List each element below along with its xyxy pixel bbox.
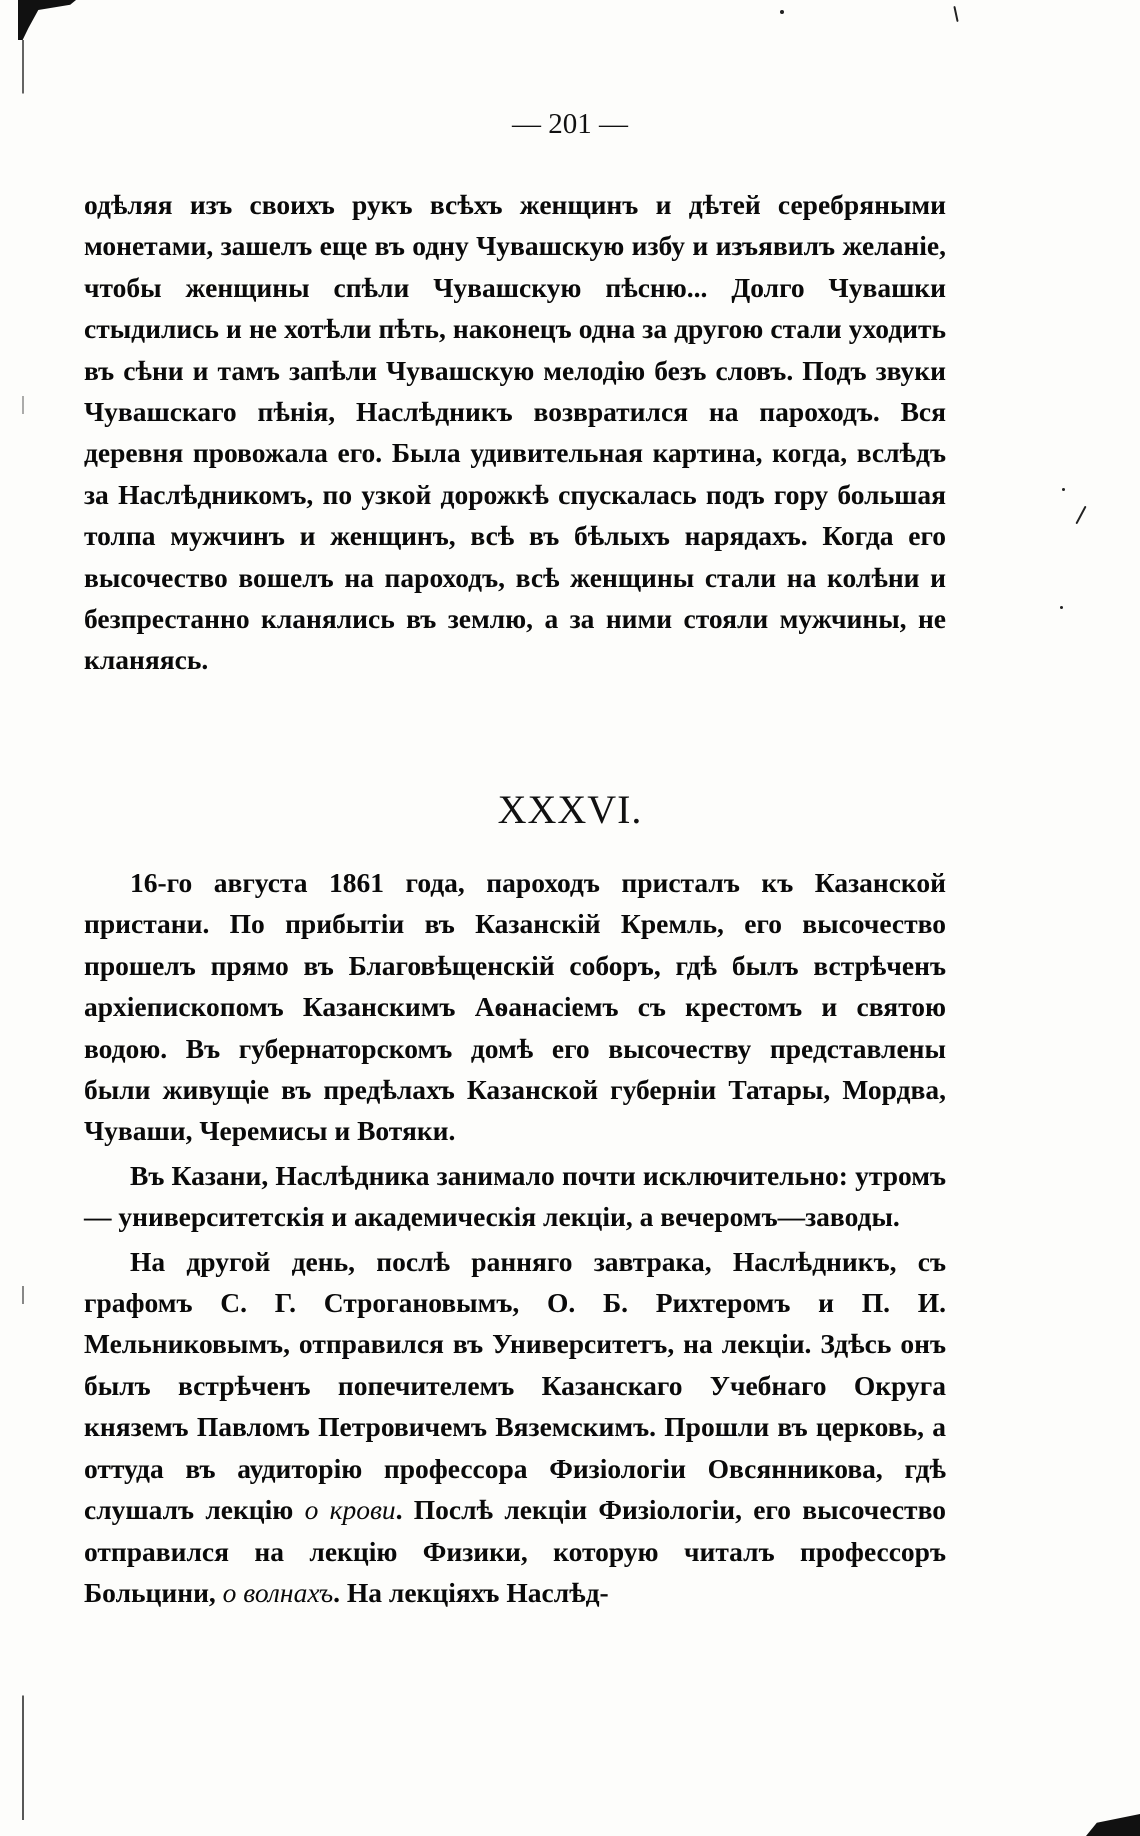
lecture-title-waves: о волнахъ [222,1576,334,1608]
scan-speck [1062,488,1065,491]
scan-artifact-left-edge [22,40,24,1820]
text-block-chapter [84,862,946,1613]
scan-speck [1060,606,1063,609]
paragraph-continued: одѣляя изъ своихъ рукъ всѣхъ женщинъ и дѣтей серебряными монетами, зашелъ еще въ одну Чувашскую избу и изъявилъ желаніе, чтобы женщины спѣли Чувашскую пѣсню... Долго Чувашки стыдились и не хотѣли пѣть, наконецъ одна за другою стали уходить въ сѣни и тамъ запѣли Чувашскую мелодію безъ словъ. Подъ звуки Чувашскаго пѣнія, Наслѣдникъ возвратился на пароходъ. Вся деревня провожала его. Была удивительная картина, когда, вслѣдъ за Наслѣдникомъ, по узкой дорожкѣ спускалась подъ гору большая толпа мужчинъ и женщинъ, всѣ въ бѣлыхъ нарядахъ. Когда его высочество вошелъ на пароходъ, всѣ женщины стали на колѣни и безпрестанно кланялись въ землю, а за ними стояли мужчины, не кланяясь. [84,189,946,676]
page-number: — 201 — [512,108,628,140]
paragraph-2: Въ Казани, Наслѣдника занимало почти исключительно: утромъ — университетскія и академическія лекціи, а вечеромъ—заводы. [84,1159,946,1233]
paragraph-3 [84,1241,946,1614]
scan-artifact-bottom-right [1086,1814,1140,1836]
text-block-top [84,184,946,681]
scan-speck [953,6,958,22]
paragraph-3-text-b: . Послѣ лекціи Физіологіи, его высочество отправился на лекцію Физики, которую читалъ профессоръ Больцини, [84,1494,946,1608]
paragraph-1: 16-го августа 1861 года, пароходъ присталъ къ Казанской пристани. По прибытіи въ Казанскій Кремль, его высочество прошелъ прямо въ Благовѣщенскій соборъ, гдѣ былъ встрѣченъ архіепископомъ Казанскимъ Аѳанасіемъ съ крестомъ и святою водою. Въ губернаторскомъ домѣ его высочеству представлены были живущіе въ предѣлахъ Казанской губерніи Татары, Мордва, Чуваши, Черемисы и Вотяки. [84,867,946,1147]
scan-speck [780,10,784,14]
scan-speck [1075,506,1086,525]
chapter-heading: XXXVI. [497,787,643,832]
paragraph-3-text-c: . На лекціяхъ Наслѣд- [333,1576,609,1608]
paragraph-3-text-a: На другой день, послѣ ранняго завтрака, Наслѣдникъ, съ графомъ С. Г. Строгановымъ, О. Б. Рихтеромъ и П. И. Мельниковымъ, отправился въ Университетъ, на лекціи. Здѣсь онъ былъ встрѣченъ попечителемъ Казанскаго Учебнаго Округа княземъ Павломъ Петровичемъ Вяземскимъ. Прошли въ церковь, а оттуда въ аудиторію профессора Физіологіи Овсянникова, гдѣ слушалъ лекцію [84,1245,946,1526]
scan-artifact-top-left [18,0,76,40]
lecture-title-blood: о крови [304,1494,396,1526]
